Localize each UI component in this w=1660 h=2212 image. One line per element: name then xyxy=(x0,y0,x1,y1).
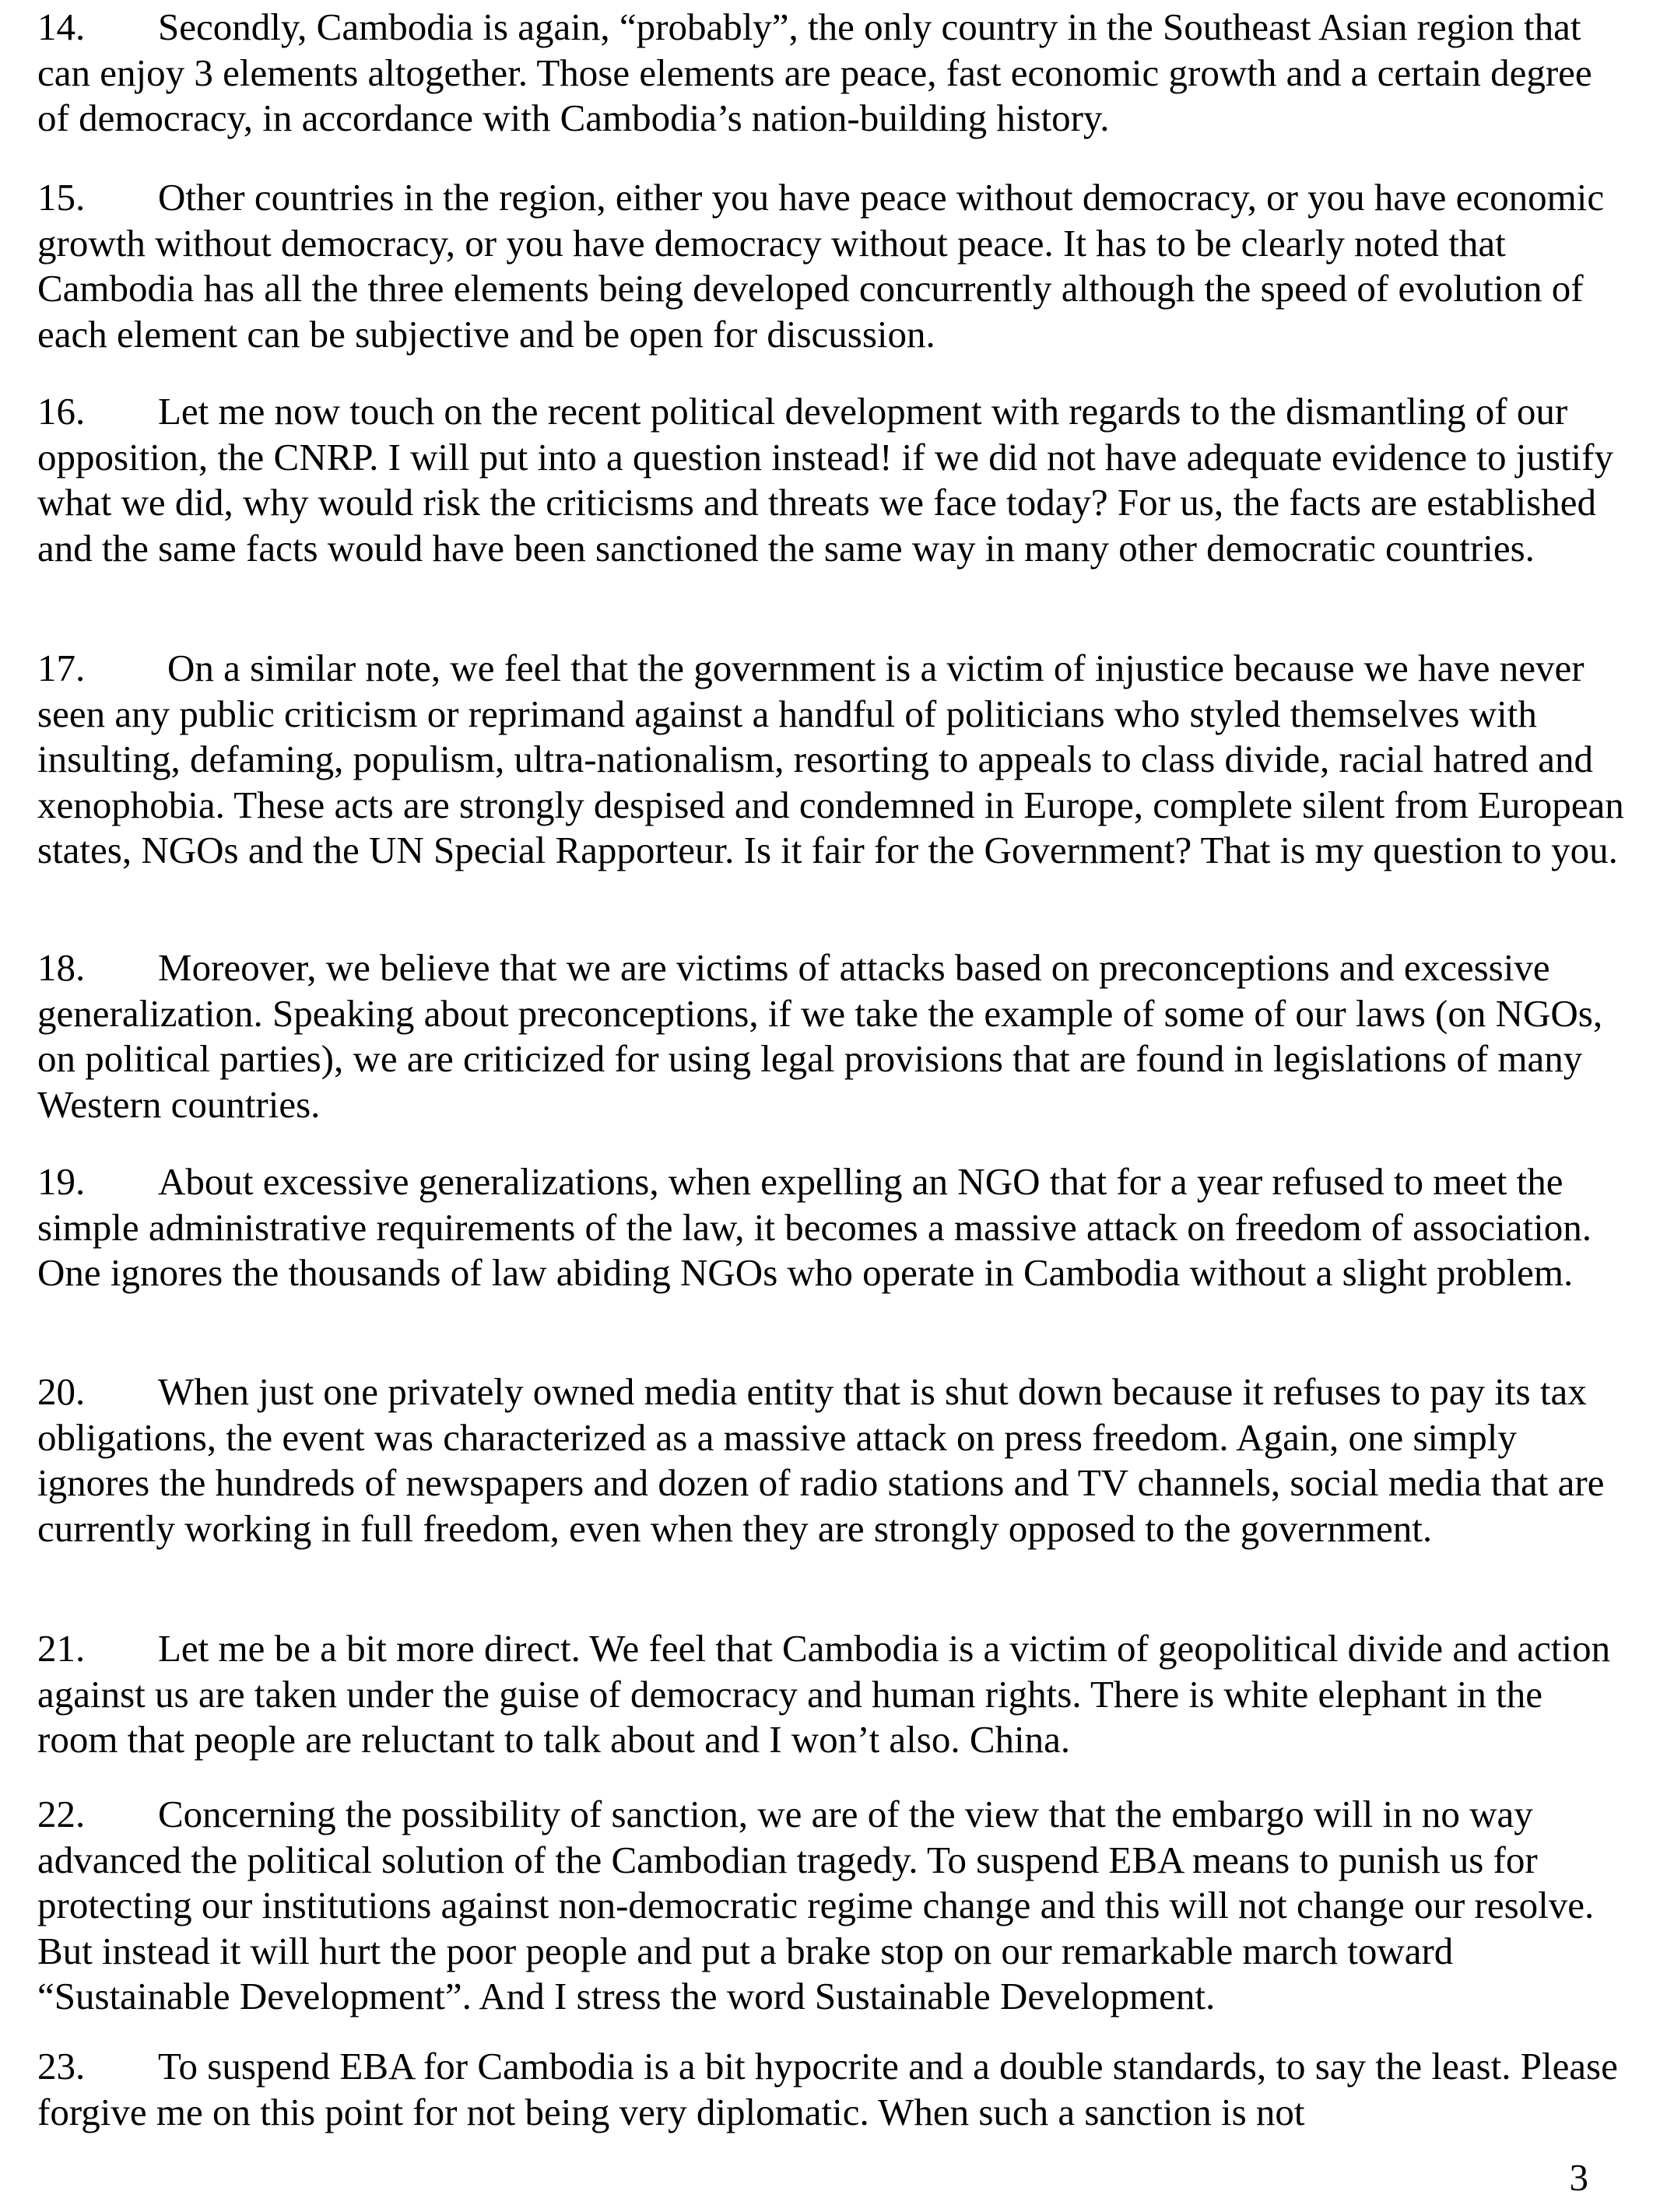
paragraph-15 xyxy=(37,175,1625,357)
paragraph-number: 18. xyxy=(37,946,86,989)
paragraph-18 xyxy=(37,945,1625,1127)
paragraph-19 xyxy=(37,1159,1625,1296)
paragraph-number: 16. xyxy=(37,390,86,433)
paragraph-17 xyxy=(37,646,1625,874)
paragraph-21 xyxy=(37,1626,1625,1763)
paragraph-number: 21. xyxy=(37,1627,86,1670)
paragraph-number: 14. xyxy=(37,5,86,48)
paragraph-text: Moreover, we believe that we are victims of attacks based on preconceptions and excessive generalization. Speaking about preconceptions, if we take the example of some of our laws (on NGOs, on political parties), we are criticized for using legal provisions that are found in legislations of many Western countries. xyxy=(37,946,1603,1126)
paragraph-text: About excessive generalizations, when expelling an NGO that for a year refused to meet the simple administrative requirements of the law, it becomes a massive attack on freedom of association. One ignores the thousands of law abiding NGOs who operate in Cambodia without a slight problem. xyxy=(37,1160,1592,1294)
paragraph-number: 22. xyxy=(37,1793,86,1835)
paragraph-text: When just one privately owned media entity that is shut down because it refuses to pay its tax obligations, the event was characterized as a massive attack on press freedom. Again, one simply ignores the hundreds of newspapers and dozen of radio stations and TV channels, social media that are currently working in full freedom, even when they are strongly opposed to the government. xyxy=(37,1370,1605,1550)
paragraph-number: 19. xyxy=(37,1160,86,1203)
paragraph-text: Concerning the possibility of sanction, we are of the view that the embargo will in no way advanced the political solution of the Cambodian tragedy. To suspend EBA means to punish us for protecting our institutions against non-democratic regime change and this will not change our resolve. But instead it will hurt the poor people and put a brake stop on our remarkable march toward “Sustainable Development”. And I stress the word Sustainable Development. xyxy=(37,1793,1595,2017)
paragraph-text: Let me now touch on the recent political development with regards to the dismantling of our opposition, the CNRP. I will put into a question instead! if we did not have adequate evidence to justify what we did, why would risk the criticisms and threats we face today? For us, the facts are established and the same facts would have been sanctioned the same way in many other democratic countries. xyxy=(37,390,1613,570)
paragraph-14 xyxy=(37,5,1625,142)
paragraph-20 xyxy=(37,1369,1625,1551)
paragraph-text: Secondly, Cambodia is again, “probably”, the only country in the Southeast Asian region that can enjoy 3 elements altogether. Those elements are peace, fast economic growth and a certain degree of democracy, in accordance with Cambodia’s nation-building history. xyxy=(37,5,1592,139)
page-number: 3 xyxy=(1569,2156,1588,2199)
paragraph-number: 15. xyxy=(37,176,86,219)
paragraph-text: Let me be a bit more direct. We feel that Cambodia is a victim of geopolitical divide and action against us are taken under the guise of democracy and human rights. There is white elephant in the room that people are reluctant to talk about and I won’t also. China. xyxy=(37,1627,1611,1761)
paragraph-number: 23. xyxy=(37,2045,86,2088)
paragraph-number: 20. xyxy=(37,1370,86,1413)
paragraph-text: Other countries in the region, either you have peace without democracy, or you have economic growth without democracy, or you have democracy without peace. It has to be clearly noted that Cambodia has all the three elements being developed concurrently although the speed of evolution of each element can be subjective and be open for discussion. xyxy=(37,176,1605,356)
paragraph-number: 17. xyxy=(37,647,86,689)
paragraph-23 xyxy=(37,2044,1625,2135)
paragraph-16 xyxy=(37,389,1625,571)
paragraph-22 xyxy=(37,1792,1625,2020)
paragraph-text: On a similar note, we feel that the government is a victim of injustice because we have never seen any public criticism or reprimand against a handful of politicians who styled themselves with insulting, defaming, populism, ultra-nationalism, resorting to appeals to class divide, racial hatred and xenophobia. These acts are strongly despised and condemned in Europe, complete silent from European states, NGOs and the UN Special Rapporteur. Is it fair for the Government? That is my question to you. xyxy=(37,647,1624,871)
paragraph-text: To suspend EBA for Cambodia is a bit hypocrite and a double standards, to say the least. Please forgive me on this point for not being very diplomatic. When such a sanction is not xyxy=(37,2045,1618,2133)
